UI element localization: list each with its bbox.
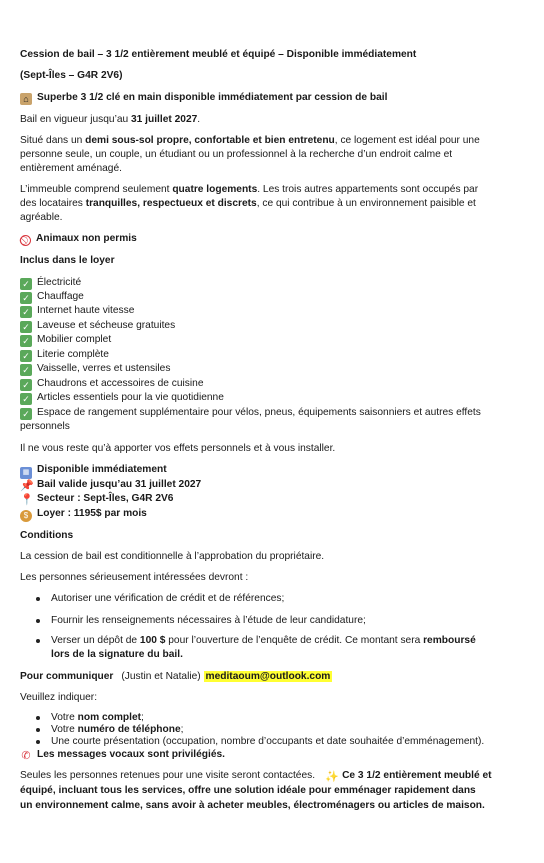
included-item: ✓ Chauffage xyxy=(20,290,84,304)
para2-line2: des locataires tranquilles, respectueux et discrets, ce qui contribue à un environnement paisible et xyxy=(20,198,476,209)
indicate-item: Une courte présentation (occupation, nombre d’occupants et date souhaitée d’emménagement). xyxy=(51,736,485,747)
included-item: ✓ Articles essentiels pour la vie quotidienne xyxy=(20,391,224,405)
condition-item: Autoriser une vérification de crédit et de références; xyxy=(51,593,285,604)
checkmark-icon: ✓ xyxy=(20,335,32,347)
indicate-item: Votre numéro de téléphone; xyxy=(51,724,184,735)
fact-item: 📍 Secteur : Sept-Îles, G4R 2V6 xyxy=(20,493,174,506)
included-item: ✓ Vaisselle, verres et ustensiles xyxy=(20,362,170,376)
closing-line2: équipé, incluant tous les services, offre une solution idéale pour emménager rapidement dans xyxy=(20,785,476,796)
included-item-continuation: personnels xyxy=(20,421,70,432)
bullet xyxy=(36,728,40,732)
checkmark-icon: ✓ xyxy=(20,364,32,376)
contact-line: Pour communiquer (Justin et Natalie) meditaoum@outlook.com xyxy=(20,671,331,682)
location-pin-icon: 📍 xyxy=(20,494,34,506)
checkmark-icon: ✓ xyxy=(20,278,32,290)
fact-item: $ Loyer : 1195$ par mois xyxy=(20,507,147,522)
checkmark-icon: ✓ xyxy=(20,306,32,318)
included-item: ✓ Espace de rangement supplémentaire pour vélos, pneus, équipements saisonniers et autres effets xyxy=(20,406,481,420)
checkmark-icon: ✓ xyxy=(20,292,32,304)
bullet xyxy=(36,597,40,601)
closing-line1: Seules les personnes retenues pour une visite seront contactées. ✨ Ce 3 1/2 entièrement meublé et xyxy=(20,770,492,783)
house-icon: ⌂ xyxy=(20,93,32,105)
sparkles-icon: ✨ xyxy=(325,771,339,783)
para1-line1: Situé dans un demi sous-sol propre, confortable et bien entretenu, ce logement est idéal pour une xyxy=(20,135,480,146)
bullet xyxy=(36,639,40,643)
phone-icon: ✆ xyxy=(21,750,31,762)
included-item: ✓ Literie complète xyxy=(20,348,109,362)
money-bag-icon: $ xyxy=(20,510,32,522)
doc-location: (Sept-Îles – G4R 2V6) xyxy=(20,70,123,81)
included-item: ✓ Chaudrons et accessoires de cuisine xyxy=(20,377,204,391)
conditions-lead: Les personnes sérieusement intéressées devront : xyxy=(20,572,249,583)
bring-line: Il ne vous reste qu’à apporter vos effets personnels et à vous installer. xyxy=(20,443,336,454)
prohibited-icon xyxy=(20,235,31,246)
included-item: ✓ Laveuse et sécheuse gratuites xyxy=(20,319,175,333)
included-item: ✓ Mobilier complet xyxy=(20,333,111,347)
condition-item-continuation: lors de la signature du bail. xyxy=(51,649,183,660)
checkmark-icon: ✓ xyxy=(20,321,32,333)
indicate-item: Votre nom complet; xyxy=(51,712,144,723)
doc-title: Cession de bail – 3 1/2 entièrement meublé et équipé – Disponible immédiatement xyxy=(20,49,417,60)
para2-line3: agréable. xyxy=(20,212,63,223)
included-item: ✓ Internet haute vitesse xyxy=(20,304,134,318)
condition-item: Fournir les renseignements nécessaires à l’étude de leur candidature; xyxy=(51,615,366,626)
included-item: ✓ Électricité xyxy=(20,276,81,290)
included-title: Inclus dans le loyer xyxy=(20,255,115,266)
conditions-intro: La cession de bail est conditionnelle à l’approbation du propriétaire. xyxy=(20,551,325,562)
fact-item: ▦ Disponible immédiatement xyxy=(20,463,167,479)
condition-item: Verser un dépôt de 100 $ pour l’ouverture de l’enquête de crédit. Ce montant sera remboursé xyxy=(51,635,476,646)
fact-item: 📌 Bail valide jusqu’au 31 juillet 2027 xyxy=(20,479,202,492)
pushpin-icon: 📌 xyxy=(20,480,34,492)
para2-line1: L’immeuble comprend seulement quatre logements. Les trois autres appartements sont occupés par xyxy=(20,184,479,195)
para1-line2: personne seule, un couple, un étudiant ou un professionnel à la recherche d’un endroit calme et xyxy=(20,149,453,160)
calendar-icon: ▦ xyxy=(20,467,32,479)
para1-line3: entièrement aménagé. xyxy=(20,163,122,174)
checkmark-icon: ✓ xyxy=(20,379,32,391)
indicate-line: Veuillez indiquer: xyxy=(20,692,98,703)
closing-line3: un environnement calme, sans avoir à acheter meubles, électroménagers ou articles de maison. xyxy=(20,800,485,811)
lease-line: Bail en vigueur jusqu’au 31 juillet 2027. xyxy=(20,114,201,125)
checkmark-icon: ✓ xyxy=(20,393,32,405)
contact-email[interactable]: meditaoum@outlook.com xyxy=(205,671,331,682)
checkmark-icon: ✓ xyxy=(20,350,32,362)
bullet xyxy=(36,716,40,720)
voicemail-line: ✆ Les messages vocaux sont privilégiés. xyxy=(21,749,225,762)
headline: ⌂ Superbe 3 1/2 clé en main disponible immédiatement par cession de bail xyxy=(20,91,387,105)
pets-line: Animaux non permis xyxy=(20,232,137,246)
bullet xyxy=(36,619,40,623)
conditions-title: Conditions xyxy=(20,530,74,541)
bullet xyxy=(36,740,40,744)
checkmark-icon: ✓ xyxy=(20,408,32,420)
